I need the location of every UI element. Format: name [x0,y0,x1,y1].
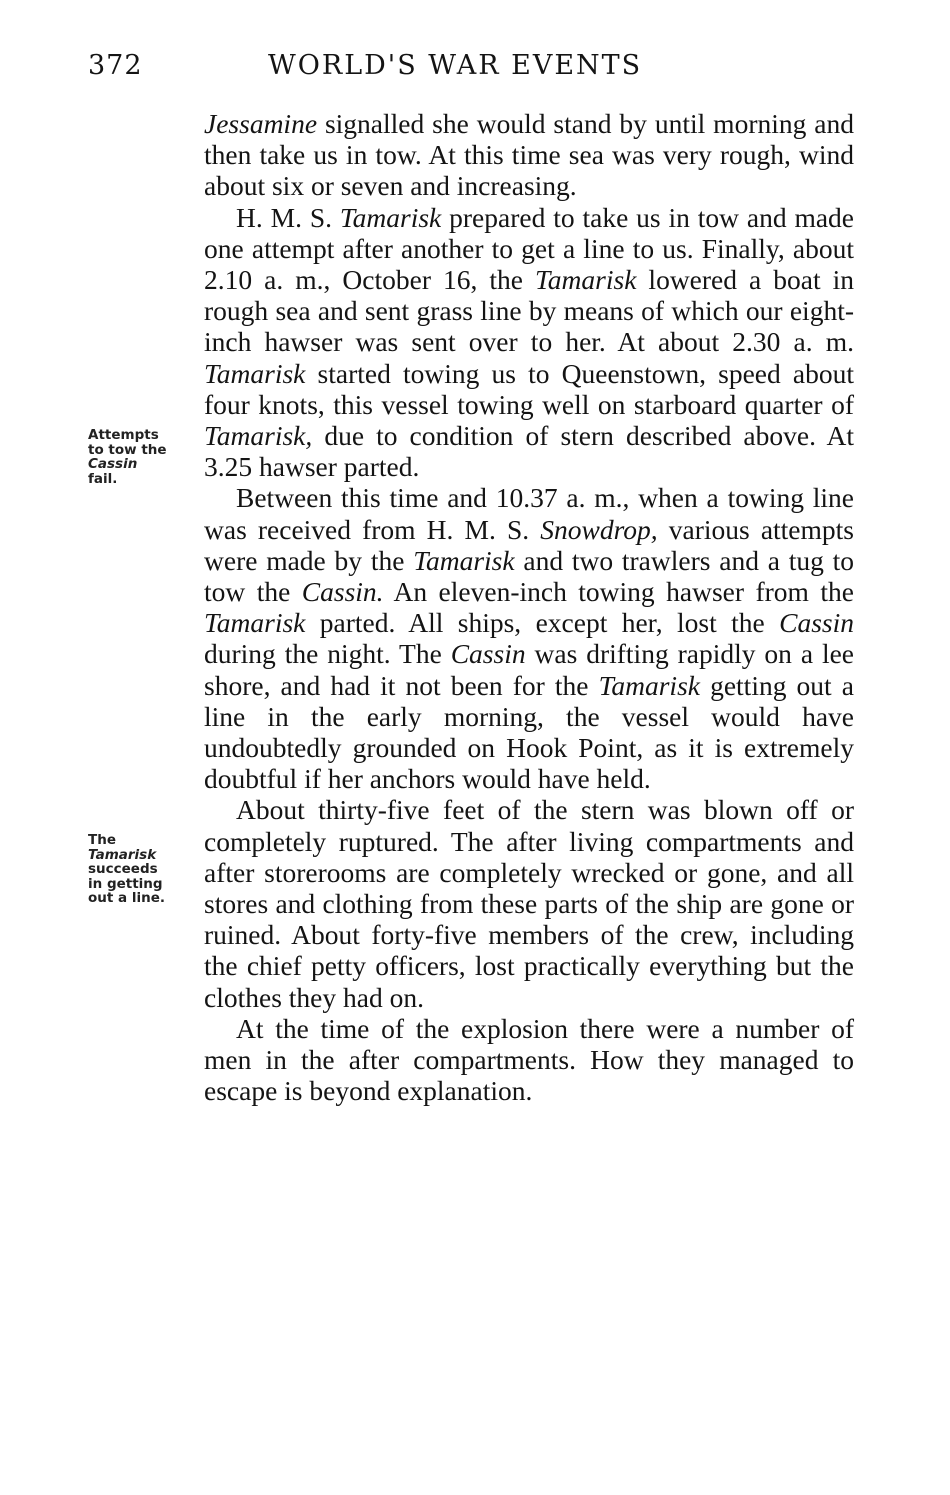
paragraph [204,108,854,202]
text-run: parted. All ships, except her, lost the [305,607,780,639]
marginal-line: fail. [88,470,118,487]
italic-text: Tamarisk [204,607,306,639]
text-run: during the night. The [204,638,451,670]
marginal-line: Cassin [88,456,138,472]
text-run: was drifting rapidly on a lee shore, and had it not been for the [204,638,854,701]
paragraph [204,794,854,1012]
italic-text: Tamarisk [204,357,306,389]
text-run: At the time of the explosion there were a number of men in the after compartments. How they managed to escape is beyond explanation. [204,1012,854,1107]
italic-text: Cassin [779,607,854,639]
italic-text: Tamarisk [413,544,515,576]
paragraph [204,482,854,794]
italic-text: Snowdrop, [540,513,658,545]
paragraph [204,202,854,483]
text-run: prepared to take us in tow and made one attempt after another to get a line to us. Finally, about 2.10 a. m., October 16, the [204,201,855,296]
marginal-line: out a line. [88,890,165,906]
body-text [204,108,854,1107]
italic-text: Tamarisk, [204,420,313,452]
marginal-line: Tamarisk [88,846,157,863]
text-run: getting out a line in the early morning, the vessel would have undoubtedly grounded on Hook Point, as it is extremely doubtful if her anchors would have held. [204,669,854,795]
text-run: various attempts were made by the [204,513,854,576]
marginal-note-tamarisk [88,833,198,906]
italic-text: Tamarisk [598,669,700,701]
page-number: 372 [88,50,143,81]
marginal-line: The [88,832,116,848]
italic-text: Cassin [450,638,526,670]
text-run: lowered a boat in rough sea and sent grass line by means of which our eight-inch hawser was sent over to her. At about 2.30 a. m. [204,264,854,358]
text-run: and two trawlers and a tug to tow the [204,544,855,608]
italic-text: Tamarisk [339,201,442,233]
italic-text: Tamarisk [535,264,637,296]
paragraph [204,1013,854,1107]
marginal-line: succeeds [88,861,158,877]
text-run: An eleven-inch towing hawser from the [383,576,854,608]
page-header [88,50,858,90]
marginal-line: in getting [88,875,163,892]
running-title: WORLD'S WAR EVENTS [268,50,643,81]
italic-text: Cassin. [301,576,384,608]
italic-text: Jessamine [204,108,318,139]
text-run: due to condition of stern described above. At 3.25 hawser parted. [204,420,854,483]
marginal-note-attempts [88,428,198,486]
marginal-line: to tow the [88,441,167,458]
text-run: started towing us to Queenstown, speed about four knots, this vessel towing well on starboard quarter of [204,357,854,420]
text-run: Between this time and 10.37 a. m., when a towing line was received from H. M. S. [204,482,854,545]
text-run: H. M. S. [236,201,340,233]
text-run: signalled she would stand by until morning and then take us in tow. At this time sea was very rough, wind about six or seven and increasing. [204,108,854,202]
marginal-line: Attempts [88,427,159,443]
text-run: About thirty-five feet of the stern was blown off or completely ruptured. The after living compartments and after storerooms are completely wrecked or gone, and all stores and clothing from these parts of the ship are gone or ruined. About forty-five members of the crew, including the chief petty officers, lost practically everything but the clothes they had on. [204,794,854,1013]
